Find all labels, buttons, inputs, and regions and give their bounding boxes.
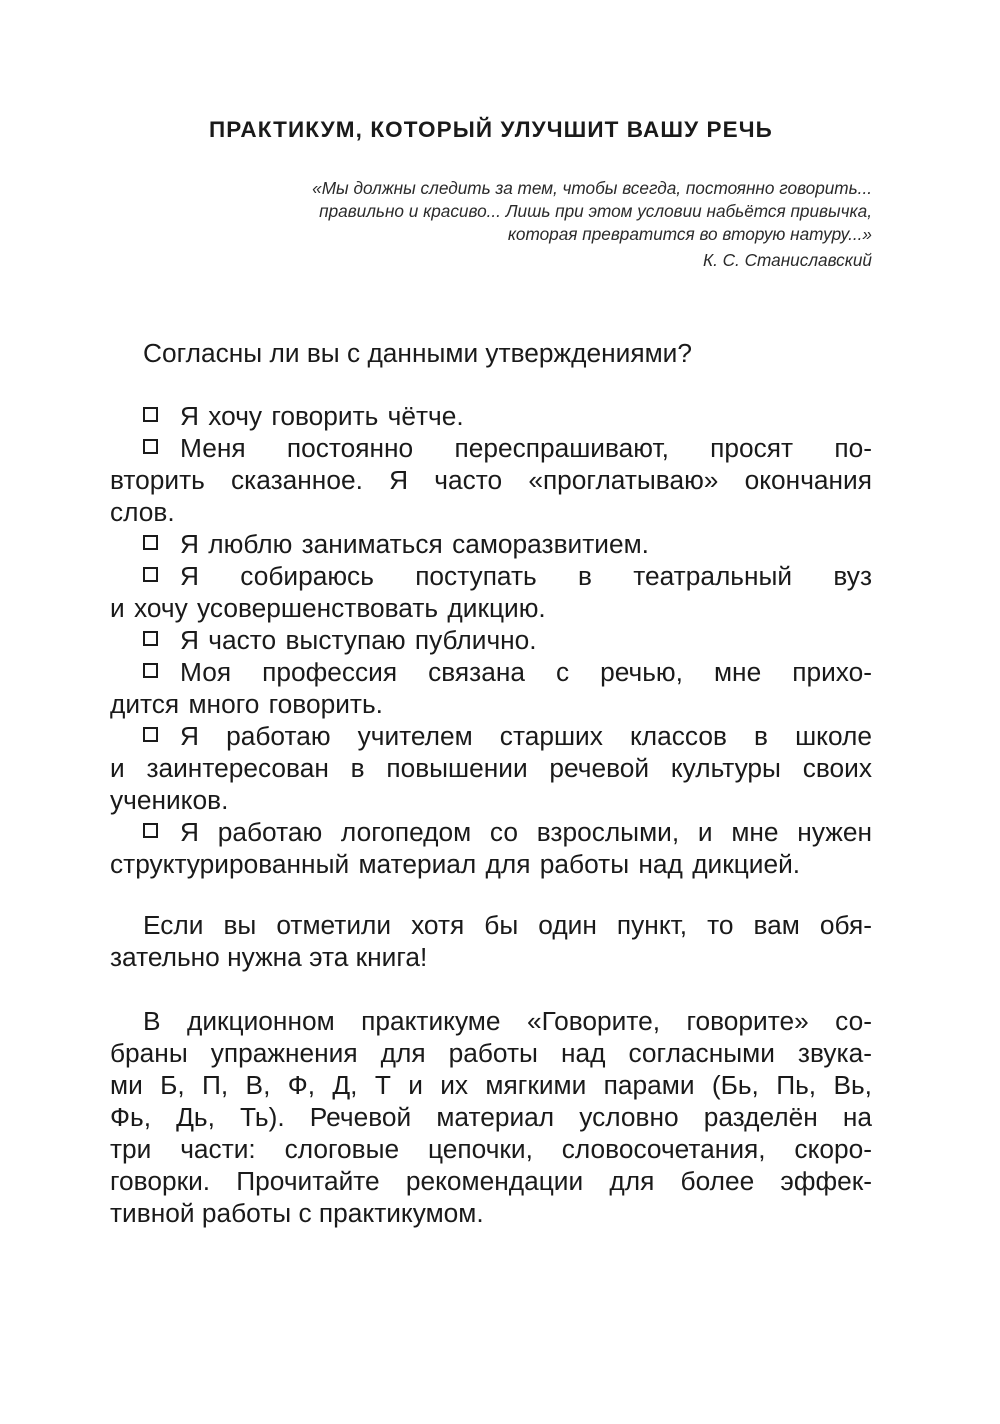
checklist-item-text: Моя профессия связана с речью, мне прихо- <box>180 657 872 687</box>
checklist-item-text: вторить сказанное. Я часто «проглатываю» окончания <box>110 465 872 495</box>
checkbox[interactable] <box>143 439 158 454</box>
checkbox[interactable] <box>143 727 158 742</box>
checklist-item-text: учеников. <box>110 785 229 815</box>
checklist-item-text: Я часто выступаю публично. <box>180 625 537 655</box>
paragraph-line: тивной работы с практикумом. <box>110 1198 484 1228</box>
checklist <box>110 400 872 880</box>
checklist-item-text: Я работаю учителем старших классов в школе <box>180 721 872 751</box>
checklist-item <box>110 720 872 816</box>
paragraph-line: Если вы отметили хотя бы один пункт, то вам обя- <box>143 910 872 940</box>
checklist-item <box>110 624 872 656</box>
page-title: ПРАКТИКУМ, КОТОРЫЙ УЛУЧШИТ ВАШУ РЕЧЬ <box>209 117 773 142</box>
checklist-item-text: Я работаю логопедом со взрослыми, и мне нужен <box>180 817 872 847</box>
checklist-item-text: Я собираюсь поступать в театральный вуз <box>180 561 872 591</box>
epigraph <box>172 177 872 272</box>
question: Согласны ли вы с данными утверждениями? <box>143 338 692 368</box>
checkbox[interactable] <box>143 663 158 678</box>
epigraph-line: правильно и красиво... Лишь при этом условии набьётся привычка, <box>319 201 872 221</box>
checklist-item-text: и заинтересован в повышении речевой культуры своих <box>110 753 872 783</box>
checkbox[interactable] <box>143 631 158 646</box>
checklist-item-text: слов. <box>110 497 175 527</box>
checklist-item <box>110 560 872 624</box>
checklist-item-text: Я люблю заниматься саморазвитием. <box>180 529 649 559</box>
paragraph-line: три части: слоговые цепочки, словосочетания, скоро- <box>110 1134 872 1164</box>
paragraph <box>110 1005 872 1229</box>
checklist-item <box>110 400 872 432</box>
checkbox[interactable] <box>143 535 158 550</box>
checklist-item <box>110 656 872 720</box>
paragraph-line: говорки. Прочитайте рекомендации для более эффек- <box>110 1166 872 1196</box>
checklist-item <box>110 432 872 528</box>
checklist-item <box>110 528 872 560</box>
paragraph <box>110 909 872 973</box>
checklist-item-text: Меня постоянно переспрашивают, просят по- <box>180 433 872 463</box>
checklist-item-text: дится много говорить. <box>110 689 383 719</box>
checkbox[interactable] <box>143 567 158 582</box>
paragraph-line: Фь, Дь, Ть). Речевой материал условно разделён на <box>110 1102 872 1132</box>
checklist-item-text: Я хочу говорить чётче. <box>180 401 464 431</box>
paragraph-line: В дикционном практикуме «Говорите, говорите» со- <box>143 1006 872 1036</box>
paragraph-line: зательно нужна эта книга! <box>110 942 428 972</box>
checklist-item-text: структурированный материал для работы над дикцией. <box>110 849 801 879</box>
epigraph-line: «Мы должны следить за тем, чтобы всегда, постоянно говорить... <box>312 178 872 198</box>
checkbox[interactable] <box>143 823 158 838</box>
checklist-item-text: и хочу усовершенствовать дикцию. <box>110 593 546 623</box>
epigraph-author: К. С. Станиславский <box>702 250 872 270</box>
checkbox[interactable] <box>143 407 158 422</box>
epigraph-line: которая превратится во вторую натуру...» <box>507 224 872 244</box>
paragraph-line: ми Б, П, В, Ф, Д, Т и их мягкими парами (Бь, Пь, Вь, <box>110 1070 872 1100</box>
checklist-item <box>110 816 872 880</box>
paragraph-line: браны упражнения для работы над согласными звука- <box>110 1038 872 1068</box>
